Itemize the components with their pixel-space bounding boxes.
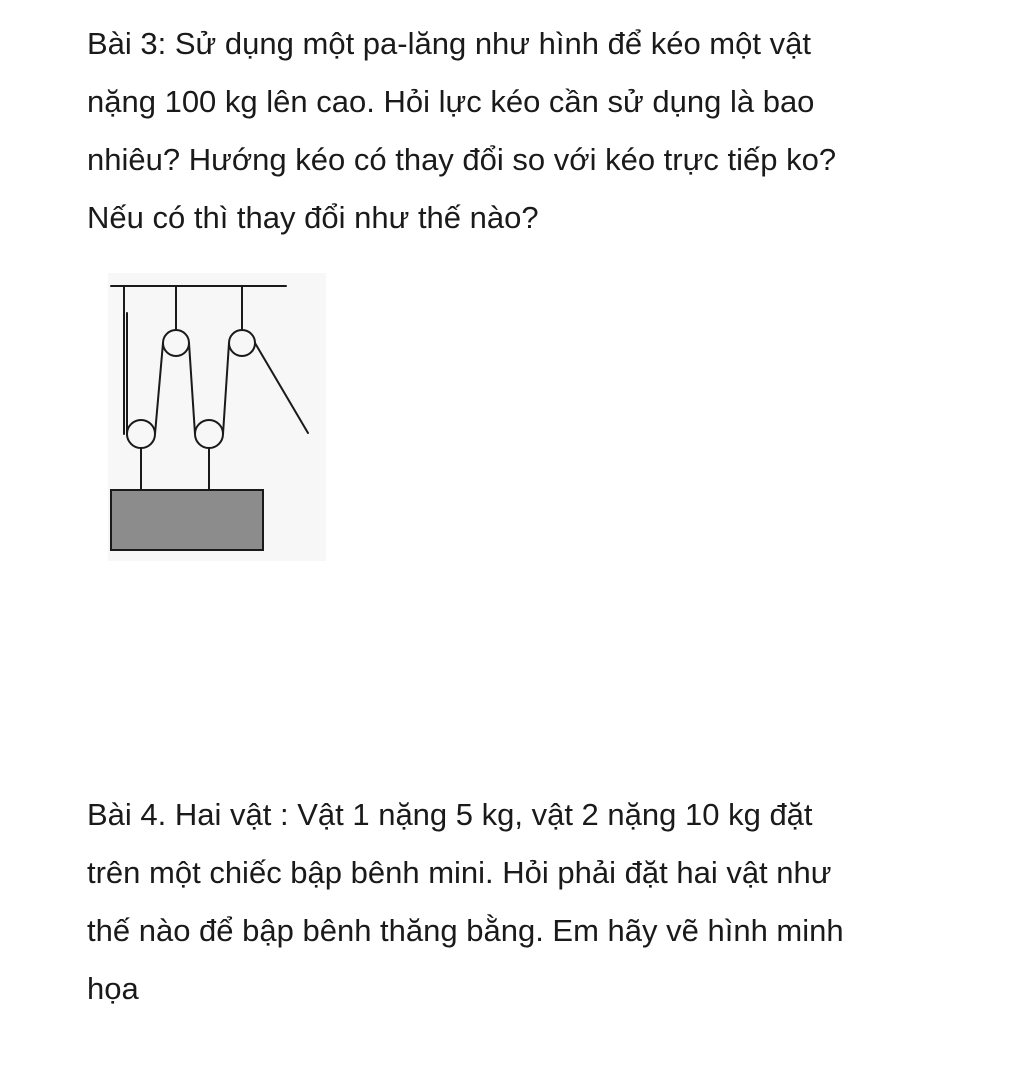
problem-3 (87, 15, 967, 247)
problem-3-line-2: nặng 100 kg lên cao. Hỏi lực kéo cần sử dụng là bao (87, 84, 815, 119)
problem-4-line-3: thế nào để bập bênh thăng bằng. Em hãy vẽ hình minh (87, 913, 844, 948)
problem-3-line-3: nhiêu? Hướng kéo có thay đổi so với kéo trực tiếp ko? (87, 142, 837, 177)
problem-4-line-2: trên một chiếc bập bênh mini. Hỏi phải đặt hai vật như (87, 855, 832, 890)
problem-3-line-4: Nếu có thì thay đổi như thế nào? (87, 200, 539, 235)
problem-4 (87, 786, 967, 1018)
pulley-diagram (108, 273, 328, 563)
load-block (111, 490, 263, 550)
problem-4-line-1: Bài 4. Hai vật : Vật 1 nặng 5 kg, vật 2 nặng 10 kg đặt (87, 797, 813, 832)
pulley-figure (108, 273, 328, 563)
problem-3-line-1: Bài 3: Sử dụng một pa-lăng như hình để kéo một vật (87, 26, 811, 61)
problem-4-line-4: họa (87, 971, 139, 1006)
